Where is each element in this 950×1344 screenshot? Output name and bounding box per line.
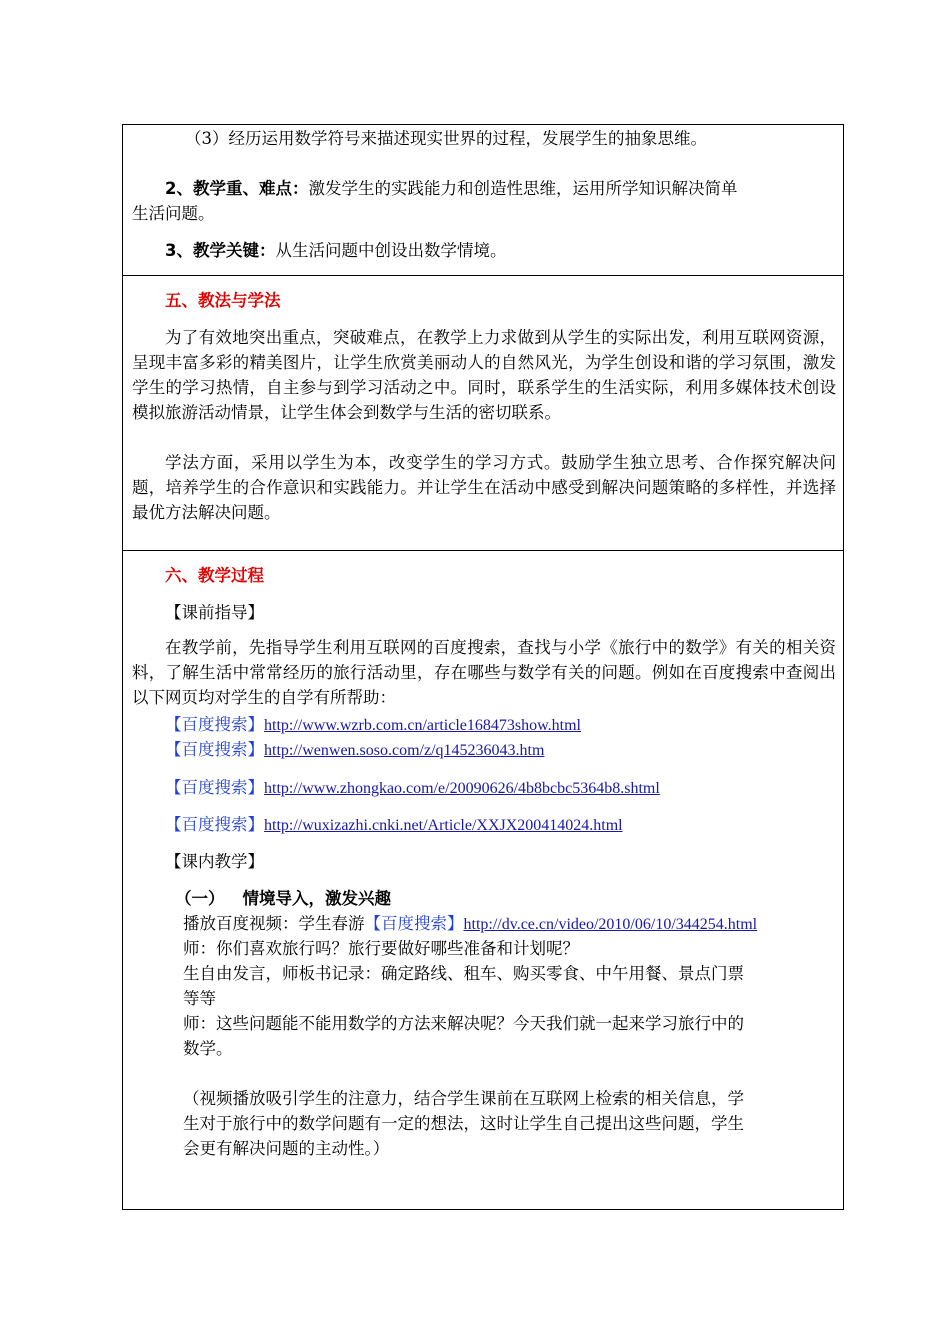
goal-item-3: （3）经历运用数学符号来描述现实世界的过程，发展学生的抽象思维。 [185, 129, 707, 148]
crux-line [165, 239, 506, 263]
step-1-number: （一） [175, 889, 225, 908]
search-tag: 【百度搜索】 [165, 815, 264, 834]
pre-class-label: 【课前指导】 [165, 603, 264, 622]
process-cell [123, 550, 843, 1209]
search-tag: 【百度搜索】 [364, 914, 464, 933]
step-1-title: 情境导入，激发兴趣 [242, 889, 391, 908]
key-points-label: 2、教学重、难点： [165, 179, 309, 198]
step-1-heading [175, 887, 391, 911]
lesson-plan-table [122, 124, 844, 1210]
design-note-1: （视频播放吸引学生的注意力，结合学生课前在互联网上检索的相关信息，学 [183, 1089, 744, 1108]
key-points-line [165, 177, 737, 201]
learning-method-paragraph: 学法方面，采用以学生为本，改变学生的学习方式。鼓励学生独立思考、合作探究解决问题，培养学生的合作意识和实践能力。并让学生在活动中感受到解决问题策略的多样性，并选择最优方法解决问题。 [132, 453, 836, 522]
resource-link-2[interactable]: http://wenwen.soso.com/z/q145236043.htm [264, 742, 545, 759]
search-tag: 【百度搜索】 [165, 778, 264, 797]
resource-link-row-2 [165, 738, 544, 763]
crux-text: 从生活问题中创设出数学情境。 [275, 241, 507, 260]
resource-link-row-1 [165, 713, 581, 738]
students-response-1: 生自由发言，师板书记录：确定路线、租车、购买零食、中午用餐、景点门票 [183, 964, 744, 983]
resource-link-1[interactable]: http://www.wzrb.com.cn/article168473show.html [264, 717, 581, 734]
design-note-3: 会更有解决问题的主动性。） [183, 1139, 390, 1158]
key-points-text: 激发学生的实践能力和创造性思维，运用所学知识解决简单 [308, 179, 738, 198]
teaching-method-paragraph: 为了有效地突出重点，突破难点，在教学上力求做到从学生的实际出发，利用互联网资源，呈现丰富多彩的精美图片，让学生欣赏美丽动人的自然风光，为学生创设和谐的学习氛围，激发学生的学习热情，自主参与到学习活动之中。同时，联系学生的生活实际，利用多媒体技术创设模拟旅游活动情景，让学生体会到数学与生活的密切联系。 [132, 328, 836, 422]
key-points-line-2: 生活问题。 [132, 204, 215, 223]
search-tag: 【百度搜索】 [165, 740, 264, 759]
video-prefix: 播放百度视频：学生春游 [183, 914, 365, 933]
section-heading-methods: 五、教法与学法 [165, 291, 281, 310]
teacher-question-1: 师：你们喜欢旅行吗？旅行要做好哪些准备和计划呢？ [183, 939, 579, 958]
video-line [183, 912, 757, 937]
teacher-question-2b: 数学。 [183, 1039, 233, 1058]
search-tag: 【百度搜索】 [165, 715, 264, 734]
methods-cell [123, 275, 843, 551]
students-response-2: 等等 [183, 989, 216, 1008]
teacher-question-2a: 师：这些问题能不能用数学的方法来解决呢？今天我们就一起来学习旅行中的 [183, 1014, 744, 1033]
pre-class-paragraph: 在教学前，先指导学生利用互联网的百度搜索，查找与小学《旅行中的数学》有关的相关资料，了解生活中常常经历的旅行活动里，存在哪些与数学有关的问题。例如在百度搜索中查阅出以下网页均对学生的自学有所帮助： [132, 638, 836, 707]
resource-link-4[interactable]: http://wuxizazhi.cnki.net/Article/XXJX200414024.html [264, 817, 623, 834]
resource-link-row-4 [165, 813, 623, 838]
video-link[interactable]: http://dv.ce.cn/video/2010/06/10/344254.html [463, 916, 758, 933]
design-note-2: 生对于旅行中的数学问题有一定的想法，这时让学生自己提出这些问题，学生 [183, 1114, 744, 1133]
resource-link-row-3 [165, 776, 660, 801]
resource-link-3[interactable]: http://www.zhongkao.com/e/20090626/4b8bcbc5364b8.shtml [264, 780, 660, 797]
crux-label: 3、教学关键： [165, 241, 276, 260]
section-heading-process: 六、教学过程 [165, 566, 264, 585]
objectives-cell [123, 125, 843, 276]
in-class-label: 【课内教学】 [165, 852, 264, 871]
